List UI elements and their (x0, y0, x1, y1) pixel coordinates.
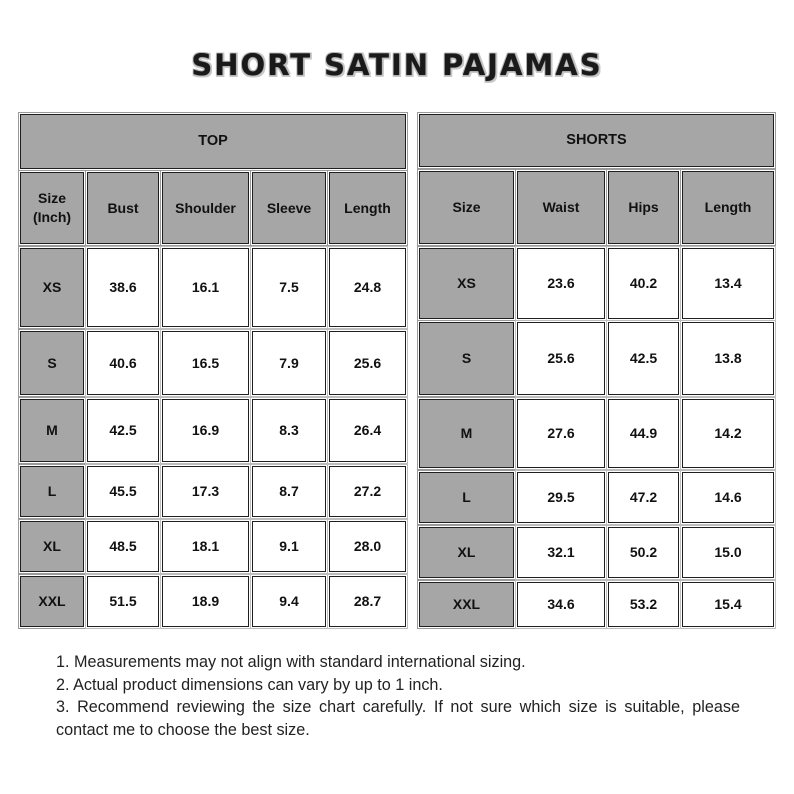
top-row-s-shoulder: 16.5 (162, 331, 249, 395)
top-row-m-sleeve: 8.3 (252, 399, 326, 462)
page-title: SHORT SATIN PAJAMAS (191, 48, 603, 82)
shorts-section-header: SHORTS (419, 114, 774, 167)
top-row-xl-sleeve: 9.1 (252, 521, 326, 572)
shorts-row-xl-hips: 50.2 (608, 527, 679, 578)
shorts-row-l-hips: 47.2 (608, 472, 679, 523)
shorts-row-s-size: S (419, 322, 514, 395)
shorts-row-m-hips: 44.9 (608, 399, 679, 468)
shorts-header-size: Size (419, 171, 514, 244)
top-row-l-shoulder: 17.3 (162, 466, 249, 517)
shorts-row-m-length: 14.2 (682, 399, 774, 468)
shorts-row-xs-hips: 40.2 (608, 248, 679, 319)
top-row-xl-bust: 48.5 (87, 521, 159, 572)
shorts-row-s-waist: 25.6 (517, 322, 605, 395)
shorts-row-xl-waist: 32.1 (517, 527, 605, 578)
note-item: 2. Actual product dimensions can vary by up to 1 inch. (56, 675, 443, 694)
top-row-s-sleeve: 7.9 (252, 331, 326, 395)
shorts-row-xl-length: 15.0 (682, 527, 774, 578)
shorts-row-xs-length: 13.4 (682, 248, 774, 319)
top-row-s-size: S (20, 331, 84, 395)
shorts-row-xs-size: XS (419, 248, 514, 319)
shorts-row-l-length: 14.6 (682, 472, 774, 523)
top-row-l-sleeve: 8.7 (252, 466, 326, 517)
shorts-header-length: Length (682, 171, 774, 244)
shorts-row-s-hips: 42.5 (608, 322, 679, 395)
top-header-bust: Bust (87, 172, 159, 244)
top-row-m-length: 26.4 (329, 399, 406, 462)
shorts-row-m-size: M (419, 399, 514, 468)
top-row-m-size: M (20, 399, 84, 462)
top-header-length: Length (329, 172, 406, 244)
top-row-xxl-length: 28.7 (329, 576, 406, 627)
top-section-header: TOP (20, 114, 406, 169)
top-header-sleeve: Sleeve (252, 172, 326, 244)
top-row-xxl-sleeve: 9.4 (252, 576, 326, 627)
top-header-size: Size (Inch) (20, 172, 84, 244)
top-row-xxl-shoulder: 18.9 (162, 576, 249, 627)
shorts-row-s-length: 13.8 (682, 322, 774, 395)
top-row-l-bust: 45.5 (87, 466, 159, 517)
note-item: 1. Measurements may not align with standard international sizing. (56, 653, 526, 671)
top-row-xs-length: 24.8 (329, 248, 406, 327)
top-row-xs-sleeve: 7.5 (252, 248, 326, 327)
top-row-s-bust: 40.6 (87, 331, 159, 395)
shorts-row-xs-waist: 23.6 (517, 248, 605, 319)
top-row-xxl-size: XXL (20, 576, 84, 627)
shorts-row-l-size: L (419, 472, 514, 523)
shorts-row-xxl-waist: 34.6 (517, 582, 605, 627)
top-row-xs-shoulder: 16.1 (162, 248, 249, 327)
top-row-l-size: L (20, 466, 84, 517)
note-item: 3. Recommend reviewing the size chart carefully. If not sure which size is suitable, please contact me to choose the best size. (56, 698, 740, 739)
shorts-row-xxl-length: 15.4 (682, 582, 774, 627)
top-header-shoulder: Shoulder (162, 172, 249, 244)
top-row-l-length: 27.2 (329, 466, 406, 517)
shorts-row-m-waist: 27.6 (517, 399, 605, 468)
top-row-xs-size: XS (20, 248, 84, 327)
top-row-xl-shoulder: 18.1 (162, 521, 249, 572)
top-row-m-shoulder: 16.9 (162, 399, 249, 462)
shorts-header-hips: Hips (608, 171, 679, 244)
top-row-xxl-bust: 51.5 (87, 576, 159, 627)
top-row-s-length: 25.6 (329, 331, 406, 395)
shorts-row-xxl-size: XXL (419, 582, 514, 627)
top-row-xs-bust: 38.6 (87, 248, 159, 327)
notes-list (56, 651, 740, 741)
top-row-m-bust: 42.5 (87, 399, 159, 462)
shorts-header-waist: Waist (517, 171, 605, 244)
shorts-row-xxl-hips: 53.2 (608, 582, 679, 627)
top-row-xl-length: 28.0 (329, 521, 406, 572)
shorts-row-l-waist: 29.5 (517, 472, 605, 523)
top-row-xl-size: XL (20, 521, 84, 572)
shorts-row-xl-size: XL (419, 527, 514, 578)
